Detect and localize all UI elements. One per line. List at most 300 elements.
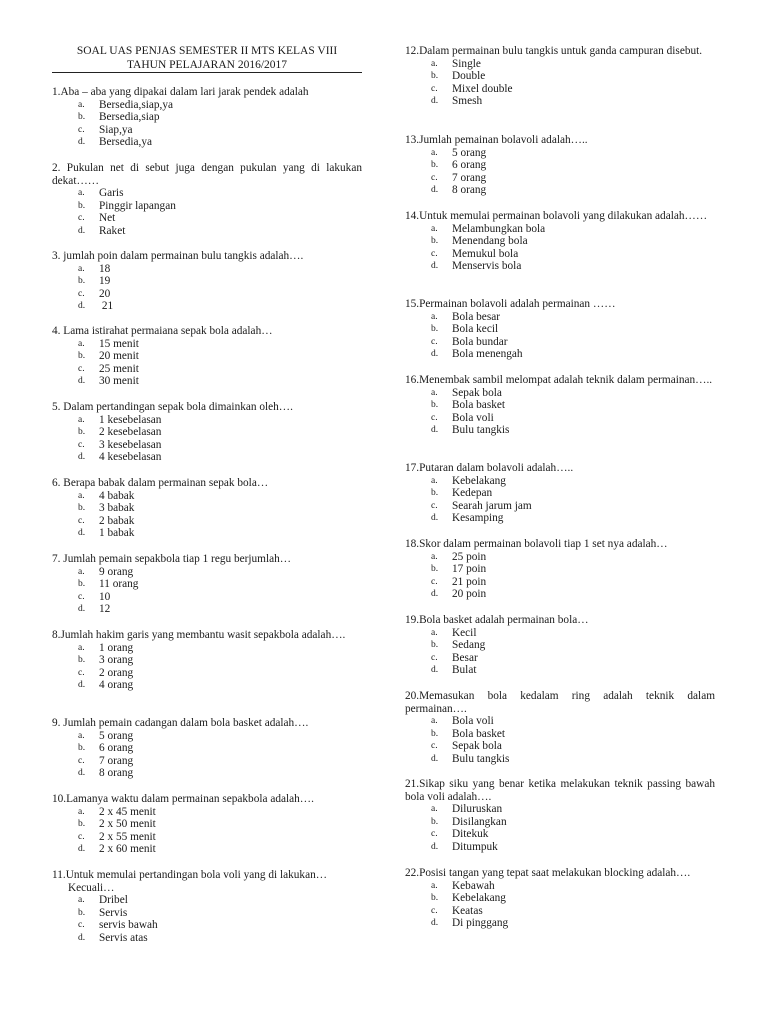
answer-options <box>405 223 715 273</box>
answer-options <box>405 387 715 437</box>
option-letter: b. <box>431 893 439 904</box>
option-letter: b. <box>78 819 86 830</box>
option-letter: c. <box>78 755 85 766</box>
option-letter: d. <box>431 425 439 436</box>
answer-option <box>52 263 362 276</box>
answer-option <box>405 412 715 425</box>
option-letter: c. <box>78 920 85 931</box>
answer-option <box>405 917 715 930</box>
option-text: servis bawah <box>99 919 158 932</box>
question-stem: 9. Jumlah pemain cadangan dalam bola basket adalah…. <box>52 717 309 729</box>
option-text: Ditekuk <box>452 828 489 841</box>
answer-option <box>52 275 362 288</box>
question-stem: 4. Lama istirahat permaiana sepak bola adalah… <box>52 325 273 337</box>
option-letter: a. <box>78 806 85 817</box>
answer-option <box>405 95 715 108</box>
option-letter: b. <box>78 907 86 918</box>
answer-option <box>52 642 362 655</box>
answer-option <box>405 740 715 753</box>
answer-option <box>52 679 362 692</box>
question-stem: 22.Posisi tangan yang tepat saat melakukan blocking adalah…. <box>405 867 691 879</box>
option-text: 25 menit <box>99 362 139 375</box>
option-text: 4 babak <box>99 489 135 502</box>
question-19 <box>405 614 715 677</box>
question-stem: 7. Jumlah pemain sepakbola tiap 1 regu berjumlah… <box>52 553 292 565</box>
option-text: Melambungkan bola <box>452 222 546 235</box>
option-letter: c. <box>78 591 85 602</box>
question-stem: 11.Untuk memulai pertandingan bola voli yang di lakukan… <box>52 869 328 881</box>
option-letter: a. <box>431 147 438 158</box>
option-letter: c. <box>431 576 438 587</box>
option-letter: d. <box>78 225 86 236</box>
option-text: Net <box>99 212 116 225</box>
option-letter: c. <box>431 248 438 259</box>
answer-option <box>52 907 362 920</box>
answer-option <box>405 399 715 412</box>
answer-option <box>52 818 362 831</box>
option-text: 1 orang <box>99 641 134 654</box>
option-text: Bersedia,ya <box>99 136 153 149</box>
option-text: Keatas <box>452 904 483 917</box>
answer-option <box>405 652 715 665</box>
question-7 <box>52 553 362 616</box>
answer-option <box>52 288 362 301</box>
option-letter: c. <box>78 124 85 135</box>
question-stem: 13.Jumlah pemainan bolavoli adalah….. <box>405 134 588 146</box>
question-3 <box>52 250 362 313</box>
answer-options <box>52 263 362 313</box>
option-text: 2 x 55 menit <box>99 830 156 843</box>
option-letter: b. <box>78 200 86 211</box>
question-stem: 21.Sikap siku yang benar ketika melakukan teknik passing bawah bola voli adalah…. <box>405 778 715 803</box>
answer-option <box>52 414 362 427</box>
option-text: 4 orang <box>99 679 134 692</box>
option-letter: d. <box>431 918 439 929</box>
option-letter: b. <box>78 112 86 123</box>
option-text: 30 menit <box>99 375 139 388</box>
answer-option <box>405 803 715 816</box>
answer-option <box>52 124 362 137</box>
answer-options <box>52 894 362 944</box>
option-letter: d. <box>431 96 439 107</box>
option-letter: a. <box>78 566 85 577</box>
answer-option <box>405 348 715 361</box>
answer-option <box>405 248 715 261</box>
answer-option <box>405 715 715 728</box>
option-text: Mixel double <box>452 82 513 95</box>
header-title-line2: TAHUN PELAJARAN 2016/2017 <box>126 59 288 71</box>
option-letter: d. <box>78 768 86 779</box>
option-text: Garis <box>99 187 124 200</box>
option-text: Disilangkan <box>452 815 507 828</box>
option-letter: c. <box>431 741 438 752</box>
answer-option <box>405 83 715 96</box>
document-header <box>52 44 362 72</box>
answer-option <box>405 816 715 829</box>
option-letter: c. <box>78 288 85 299</box>
answer-option <box>405 387 715 400</box>
option-text: Bulat <box>452 664 477 677</box>
option-text: Smesh <box>452 95 483 108</box>
answer-option <box>52 187 362 200</box>
option-text: Menservis bola <box>452 260 522 273</box>
option-letter: c. <box>78 515 85 526</box>
question-stem: 3. jumlah poin dalam permainan bulu tangkis adalah…. <box>52 250 304 262</box>
option-letter: b. <box>78 351 86 362</box>
option-letter: c. <box>78 667 85 678</box>
option-text: 15 menit <box>99 337 139 350</box>
answer-option <box>405 424 715 437</box>
question-9 <box>52 717 362 780</box>
question-1 <box>52 86 362 149</box>
answer-option <box>52 932 362 945</box>
option-text: Sepak bola <box>452 740 502 753</box>
option-letter: c. <box>431 500 438 511</box>
answer-options <box>52 730 362 780</box>
answer-option <box>52 363 362 376</box>
answer-option <box>405 475 715 488</box>
question-20 <box>405 690 715 766</box>
option-letter: a. <box>78 642 85 653</box>
option-text: Kebelakang <box>452 474 506 487</box>
option-letter: b. <box>78 579 86 590</box>
option-text: 6 orang <box>99 742 134 755</box>
question-17 <box>405 462 715 525</box>
option-letter: c. <box>78 363 85 374</box>
answer-option <box>405 223 715 236</box>
option-text: 6 orang <box>452 159 487 172</box>
answer-option <box>405 70 715 83</box>
option-letter: c. <box>431 905 438 916</box>
option-text: 2 babak <box>99 514 135 527</box>
option-letter: a. <box>78 730 85 741</box>
option-letter: d. <box>78 680 86 691</box>
option-letter: d. <box>78 376 86 387</box>
answer-options <box>52 806 362 856</box>
option-text: 4 kesebelasan <box>99 451 162 464</box>
option-letter: a. <box>431 475 438 486</box>
option-text: Siap,ya <box>99 123 133 136</box>
answer-option <box>52 451 362 464</box>
answer-option <box>405 905 715 918</box>
option-text: 2 x 45 menit <box>99 805 156 818</box>
answer-option <box>52 136 362 149</box>
option-text: 21 <box>99 300 114 313</box>
answer-option <box>52 99 362 112</box>
option-letter: c. <box>78 439 85 450</box>
question-stem: 6. Berapa babak dalam permainan sepak bola… <box>52 477 269 489</box>
answer-options <box>405 147 715 197</box>
option-text: 1 kesebelasan <box>99 413 162 426</box>
option-text: 2 orang <box>99 666 134 679</box>
answer-option <box>405 627 715 640</box>
option-text: Besar <box>452 651 478 664</box>
question-stem: 1.Aba – aba yang dipakai dalam lari jarak pendek adalah <box>52 86 309 98</box>
option-letter: d. <box>78 932 86 943</box>
option-letter: c. <box>431 652 438 663</box>
option-text: Bola bundar <box>452 335 508 348</box>
option-text: Pinggir lapangan <box>99 199 176 212</box>
question-13 <box>405 134 715 197</box>
option-text: Kebawah <box>452 879 495 892</box>
answer-options <box>52 187 362 237</box>
option-letter: b. <box>431 400 439 411</box>
answer-options <box>52 338 362 388</box>
question-stem: 17.Putaran dalam bolavoli adalah….. <box>405 462 574 474</box>
question-stem: 19.Bola basket adalah permainan bola… <box>405 614 589 626</box>
option-text: Bola basket <box>452 399 506 412</box>
option-text: 9 orang <box>99 565 134 578</box>
answer-option <box>405 551 715 564</box>
answer-option <box>52 603 362 616</box>
option-letter: a. <box>78 188 85 199</box>
option-text: Bola menengah <box>452 348 523 361</box>
option-text: 3 orang <box>99 654 134 667</box>
option-letter: d. <box>78 844 86 855</box>
option-letter: b. <box>431 816 439 827</box>
option-letter: b. <box>431 488 439 499</box>
question-stem: 10.Lamanya waktu dalam permainan sepakbola adalah…. <box>52 793 314 805</box>
answer-option <box>52 667 362 680</box>
option-text: Sepak bola <box>452 386 502 399</box>
option-letter: b. <box>431 71 439 82</box>
option-letter: a. <box>78 895 85 906</box>
option-letter: b. <box>78 503 86 514</box>
option-letter: b. <box>431 324 439 335</box>
question-10 <box>52 793 362 856</box>
answer-option <box>52 300 362 313</box>
question-stem: 2. Pukulan net di sebut juga dengan pukulan yang di lakukan dekat…… <box>52 162 362 187</box>
answer-option <box>52 426 362 439</box>
option-text: Kecil <box>452 626 477 639</box>
option-letter: d. <box>431 589 439 600</box>
answer-option <box>52 515 362 528</box>
question-4 <box>52 325 362 388</box>
answer-option <box>52 919 362 932</box>
question-stem: 16.Menembak sambil melompat adalah teknik dalam permainan….. <box>405 374 713 386</box>
option-text: Di pinggang <box>452 917 509 930</box>
answer-option <box>405 588 715 601</box>
answer-option <box>52 375 362 388</box>
answer-options <box>405 311 715 361</box>
option-letter: b. <box>431 564 439 575</box>
answer-option <box>405 58 715 71</box>
option-text: 20 poin <box>452 588 487 601</box>
answer-option <box>405 260 715 273</box>
option-text: Menendang bola <box>452 235 528 248</box>
option-letter: d. <box>431 753 439 764</box>
option-letter: a. <box>431 58 438 69</box>
answer-option <box>405 512 715 525</box>
answer-option <box>52 831 362 844</box>
option-letter: d. <box>78 301 86 312</box>
header-divider <box>52 72 362 73</box>
answer-option <box>52 566 362 579</box>
option-text: Ditumpuk <box>452 840 498 853</box>
answer-option <box>405 664 715 677</box>
option-text: Bulu tangkis <box>452 424 510 437</box>
option-letter: d. <box>78 452 86 463</box>
answer-option <box>405 147 715 160</box>
option-letter: c. <box>431 172 438 183</box>
option-text: Bersedia,siap,ya <box>99 98 174 111</box>
answer-option <box>405 184 715 197</box>
option-text: 5 orang <box>452 146 487 159</box>
option-letter: c. <box>78 213 85 224</box>
answer-option <box>52 527 362 540</box>
option-text: 10 <box>99 590 111 603</box>
answer-option <box>405 841 715 854</box>
option-text: 2 kesebelasan <box>99 426 162 439</box>
question-16 <box>405 374 715 437</box>
option-letter: a. <box>431 627 438 638</box>
option-text: 17 poin <box>452 563 487 576</box>
answer-option <box>405 159 715 172</box>
option-text: 7 orang <box>99 754 134 767</box>
option-text: Diluruskan <box>452 803 503 816</box>
option-text: 3 kesebelasan <box>99 438 162 451</box>
option-letter: a. <box>78 338 85 349</box>
answer-option <box>405 487 715 500</box>
option-text: 11 orang <box>99 578 139 591</box>
option-text: Raket <box>99 224 126 237</box>
answer-option <box>405 323 715 336</box>
option-text: Kesamping <box>452 512 504 525</box>
answer-option <box>52 843 362 856</box>
option-text: 19 <box>99 275 111 288</box>
option-text: Bola basket <box>452 727 506 740</box>
question-stem: 14.Untuk memulai permainan bolavoli yang dilakukan adalah…… <box>405 210 708 222</box>
option-letter: a. <box>431 716 438 727</box>
option-letter: a. <box>78 414 85 425</box>
answer-options <box>405 715 715 765</box>
question-8 <box>52 629 362 692</box>
option-text: Memukul bola <box>452 247 519 260</box>
question-21 <box>405 778 715 854</box>
answer-option <box>405 311 715 324</box>
answer-options <box>52 642 362 692</box>
answer-option <box>52 111 362 124</box>
answer-option <box>52 806 362 819</box>
answer-option <box>405 639 715 652</box>
option-letter: c. <box>431 83 438 94</box>
option-text: 5 orang <box>99 729 134 742</box>
question-2 <box>52 162 362 238</box>
answer-option <box>52 212 362 225</box>
question-stem: 15.Permainan bolavoli adalah permainan …… <box>405 298 616 310</box>
answer-option <box>52 350 362 363</box>
answer-option <box>52 490 362 503</box>
answer-option <box>52 502 362 515</box>
option-letter: c. <box>431 412 438 423</box>
option-text: Kebelakang <box>452 892 506 905</box>
answer-options <box>52 490 362 540</box>
option-letter: d. <box>431 513 439 524</box>
answer-options <box>405 475 715 525</box>
option-letter: d. <box>431 185 439 196</box>
question-15 <box>405 298 715 361</box>
answer-option <box>52 742 362 755</box>
question-5 <box>52 401 362 464</box>
option-text: 12 <box>99 603 111 616</box>
option-letter: a. <box>431 880 438 891</box>
answer-options <box>405 551 715 601</box>
answer-options <box>52 566 362 616</box>
answer-options <box>52 414 362 464</box>
answer-option <box>52 591 362 604</box>
answer-option <box>405 828 715 841</box>
option-text: 2 x 60 menit <box>99 843 156 856</box>
answer-option <box>405 892 715 905</box>
option-text: 25 poin <box>452 550 487 563</box>
option-letter: a. <box>431 387 438 398</box>
option-text: Double <box>452 70 486 83</box>
option-letter: d. <box>78 137 86 148</box>
option-letter: a. <box>78 99 85 110</box>
answer-option <box>52 439 362 452</box>
option-letter: c. <box>431 336 438 347</box>
option-letter: b. <box>78 655 86 666</box>
answer-option <box>52 730 362 743</box>
option-letter: a. <box>78 490 85 501</box>
answer-option <box>52 338 362 351</box>
option-text: 20 menit <box>99 350 139 363</box>
question-6 <box>52 477 362 540</box>
option-text: 7 orang <box>452 171 487 184</box>
answer-option <box>405 336 715 349</box>
question-stem: 5. Dalam pertandingan sepak bola dimainkan oleh…. <box>52 401 293 413</box>
option-text: Servis atas <box>99 931 148 944</box>
answer-option <box>52 894 362 907</box>
question-11 <box>52 869 362 945</box>
answer-options <box>405 58 715 108</box>
answer-options <box>405 880 715 930</box>
answer-option <box>405 172 715 185</box>
option-letter: b. <box>78 743 86 754</box>
option-text: Bersedia,siap <box>99 111 160 124</box>
option-letter: c. <box>78 831 85 842</box>
answer-option <box>405 753 715 766</box>
option-text: Searah jarum jam <box>452 499 532 512</box>
question-stem: 8.Jumlah hakim garis yang membantu wasit sepakbola adalah…. <box>52 629 346 641</box>
option-letter: a. <box>431 311 438 322</box>
option-letter: a. <box>431 223 438 234</box>
question-14 <box>405 210 715 273</box>
option-text: 8 orang <box>99 767 134 780</box>
answer-options <box>52 99 362 149</box>
option-letter: b. <box>431 236 439 247</box>
option-text: Bola voli <box>452 411 494 424</box>
option-letter: a. <box>431 551 438 562</box>
option-text: 18 <box>99 262 111 275</box>
option-letter: a. <box>431 804 438 815</box>
question-22 <box>405 867 715 930</box>
option-letter: d. <box>431 349 439 360</box>
option-letter: b. <box>78 276 86 287</box>
header-title-line1: SOAL UAS PENJAS SEMESTER II MTS KELAS VIII <box>76 45 338 57</box>
option-letter: d. <box>78 604 86 615</box>
option-letter: c. <box>431 829 438 840</box>
answer-option <box>52 755 362 768</box>
answer-option <box>52 654 362 667</box>
answer-option <box>52 767 362 780</box>
option-letter: d. <box>431 841 439 852</box>
answer-options <box>405 803 715 853</box>
option-text: Kedepan <box>452 487 493 500</box>
option-text: Bola besar <box>452 310 500 323</box>
answer-option <box>405 576 715 589</box>
option-text: 3 babak <box>99 502 135 515</box>
